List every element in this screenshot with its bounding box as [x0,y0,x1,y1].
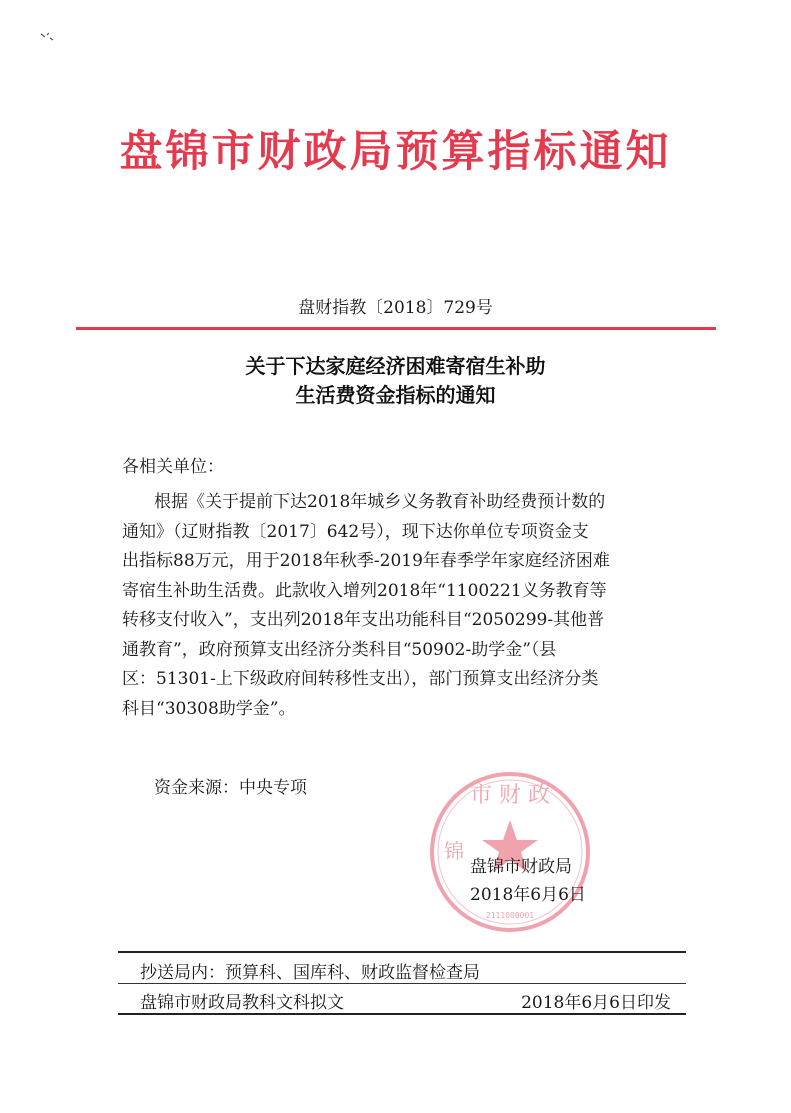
body-line: 通教育”，政府预算支出经济分类科目“50902-助学金”（县 [122,639,557,660]
body-line: 科目“30308助学金”。 [122,698,296,719]
body-line: 转移支付收入”，支出列2018年支出功能科目“2050299-其他普 [122,610,605,630]
body-line: 通知》（辽财指教〔2017〕642号），现下达你单位专项资金支 [122,521,589,542]
seal-code: 2111000001 [485,911,535,920]
seal-text-top: 市 财 政 [470,783,550,808]
salutation: 各相关单位： [122,457,224,477]
body-line: 区：51301-上下级政府间转移性支出），部门预算支出经济分类 [122,669,599,689]
document-number: 盘财指教〔2018〕729号 [298,298,493,318]
seal-text-left: 锦 [444,839,464,863]
subject-line-2: 生活费资金指标的通知 [295,383,496,407]
subject-line-1: 关于下达家庭经济困难寄宿生补助 [245,354,546,378]
red-divider [76,327,716,330]
footer-rule-top [118,951,686,953]
cc-line: 抄送局内：预算科、国库科、财政监督检查局 [140,963,480,983]
body-line: 出指标88万元，用于2018年秋季-2019年春季学年家庭经济困难 [122,551,610,571]
subject-title [0,352,791,410]
drafter-line: 盘锦市财政局教科文科拟文 [140,993,344,1013]
signature-date: 2018年6月6日 [470,885,586,905]
funds-source: 资金来源：中央专项 [154,778,307,798]
print-date: 2018年6月6日印发 [521,993,671,1013]
scan-speck-icon [40,32,54,42]
footer-rule-bottom [118,1013,686,1015]
header-title: 盘锦市财政局预算指标通知 [119,127,672,177]
footer-rule-middle [118,983,686,984]
body-line: 寄宿生补助生活费。此款收入增列2018年“1100221义务教育等 [122,580,607,601]
body-line: 根据《关于提前下达2018年城乡义务教育补助经费预计数的 [154,492,606,512]
signature-org: 盘锦市财政局 [470,857,572,877]
body-paragraph [122,488,690,724]
